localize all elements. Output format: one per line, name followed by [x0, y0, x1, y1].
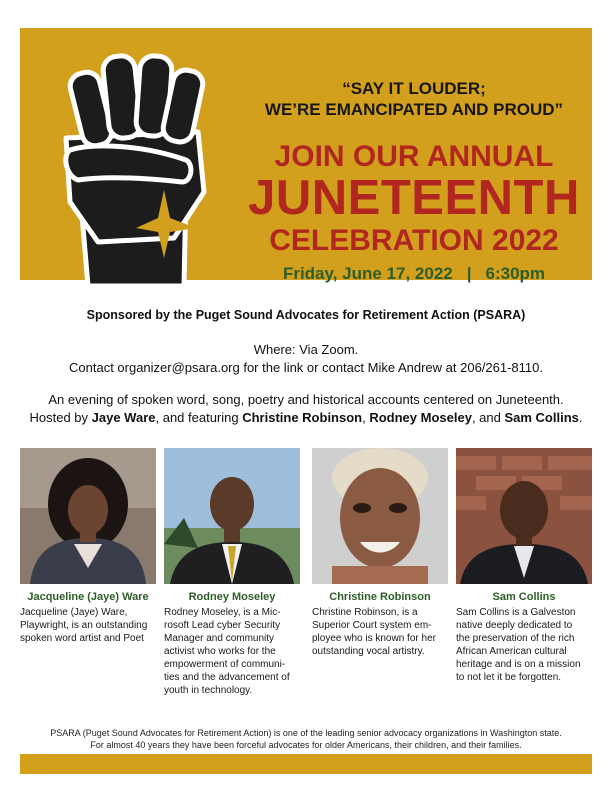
host-name: Jaye Ware [91, 410, 156, 425]
performer-bio-2 [164, 606, 300, 697]
featuring-text: , and featuring [155, 410, 243, 425]
bio-line: Manager and community [164, 633, 275, 644]
bio-line: to not let it be forgotten. [456, 672, 562, 683]
bio-line: Rodney Moseley, is a Mic- [164, 607, 281, 618]
and-text: , and [471, 410, 505, 425]
bio-line: Playwright, is an outstanding [20, 620, 148, 631]
bio-line: heritage and is on a mission [456, 659, 581, 670]
bio-line: the preservation of the rich [456, 633, 575, 644]
contact-line: Contact organizer@psara.org for the link or contact Mike Andrew at 206/261-8110. [69, 360, 543, 375]
footer-line-2: For almost 40 years they have been forceful advocates for older Americans, their children, and their families. [90, 740, 522, 750]
performer-name-1: Jacqueline (Jaye) Ware [27, 591, 149, 603]
event-date: Friday, June 17, 2022 [282, 264, 453, 283]
bio-line: youth in technology. [164, 685, 253, 696]
quote-line-2: WE’RE EMANCIPATED AND PROUD” [264, 100, 564, 119]
portrait-rodney-image [164, 448, 300, 584]
header-banner [20, 28, 592, 283]
performer-name-3: Christine Robinson [329, 591, 431, 603]
performer-name-2: Rodney Moseley [188, 591, 276, 603]
portrait-jacqueline-image [20, 448, 156, 584]
footer-bar [20, 754, 592, 774]
raised-fist-icon [36, 42, 226, 286]
where-line: Where: Via Zoom. [253, 342, 359, 357]
bio-line: activist who works for the [164, 646, 276, 657]
photo-christine-robinson [312, 448, 448, 584]
event-time: 6:30pm [485, 264, 546, 283]
bio-line: spoken word artist and Poet [20, 633, 144, 644]
featured-performer-3: Sam Collins [504, 410, 579, 425]
bio-line: Sam Collins is a Galveston [456, 607, 576, 618]
sponsor-line [20, 306, 592, 324]
portrait-christine-image [312, 448, 448, 584]
evening-description: An evening of spoken word, song, poetry and historical accounts centered on Juneteenth. [48, 392, 564, 407]
performer-bio-1 [20, 606, 156, 645]
sponsor-prefix: Sponsored by the [86, 308, 196, 322]
bio-line: empowerment of communi- [164, 659, 286, 670]
performer-bio-3 [312, 606, 448, 658]
join-text: JOIN OUR ANNUAL [274, 140, 554, 173]
bio-line: African American cultural [456, 646, 567, 657]
bio-line: Christine Robinson, is a [312, 607, 418, 618]
hosts-line [20, 409, 592, 427]
organization-footer [20, 727, 592, 751]
bio-line: Superior Court system em- [312, 620, 432, 631]
photo-sam-collins [456, 448, 592, 584]
featured-performer-2: Rodney Moseley [369, 410, 472, 425]
photo-jacqueline-ware [20, 448, 156, 584]
juneteenth-title: JUNETEENTH [248, 171, 580, 225]
celebration-year: CELEBRATION 2022 [269, 224, 559, 257]
quote-line-1: “SAY IT LOUDER; [342, 79, 486, 98]
featured-performer-1: Christine Robinson [242, 410, 363, 425]
footer-line-1: PSARA (Puget Sound Advocates for Retirement Action) is one of the leading senior advocacy organizations in Washington state. [50, 728, 562, 738]
bio-line: rosoft Lead cyber Security [164, 620, 281, 631]
bio-line: outstanding vocal artistry. [312, 646, 425, 657]
portrait-sam-image [456, 448, 592, 584]
comma-text: , [362, 410, 370, 425]
bio-line: Jacqueline (Jaye) Ware, [20, 607, 128, 618]
photo-rodney-moseley [164, 448, 300, 584]
period-text: . [578, 410, 583, 425]
performer-name-4: Sam Collins [492, 591, 556, 603]
sponsor-name: Puget Sound Advocates for Retirement Action (PSARA) [195, 308, 526, 322]
date-time-separator: | [466, 264, 472, 283]
headline-quote [222, 78, 606, 120]
performer-bio-4 [456, 606, 592, 684]
event-date-time [242, 264, 586, 284]
hosted-prefix: Hosted by [29, 410, 92, 425]
bio-line: ployee who is known for her [312, 633, 436, 644]
bio-line: native deeply dedicated to [456, 620, 573, 631]
bio-line: ties and the advancement of [164, 672, 290, 683]
